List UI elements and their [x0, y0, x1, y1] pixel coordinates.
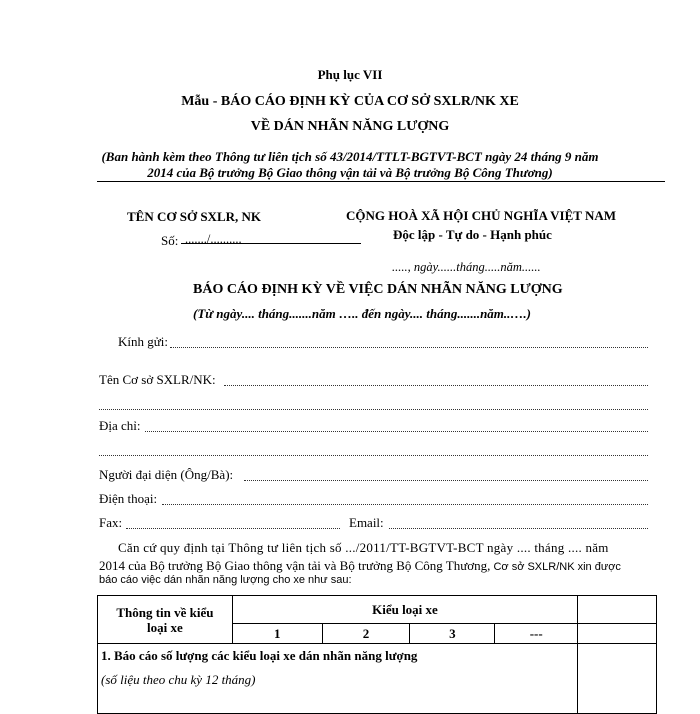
doc-number-label: Số:	[161, 233, 179, 248]
section1-cell	[98, 644, 578, 714]
facility-name-dotted-line	[224, 385, 648, 386]
address-label: Địa chỉ:	[99, 418, 141, 433]
vehicle-type-header: Kiểu loại xe	[232, 596, 577, 624]
national-motto: Độc lập - Tự do - Hạnh phúc	[393, 227, 552, 242]
body-paragraph-line2-sans: Cơ sở SXLR/NK xin được	[490, 561, 621, 573]
fax-dotted-line	[126, 528, 340, 529]
body-paragraph-line2-serif: 2014 của Bộ trưởng Bộ Giao thông vận tải và Bộ trưởng Bộ Công Thương,	[99, 558, 491, 573]
column-header-1: 1	[232, 624, 322, 644]
vehicle-info-header-line1: Thông tin về kiểu	[116, 604, 214, 620]
doc-number-underline	[181, 243, 361, 244]
column-header-more: ---	[495, 624, 578, 644]
email-dotted-line	[389, 528, 648, 529]
issuance-note-line1: (Ban hành kèm theo Thông tư liên tịch số 43/2014/TTLT-BGTVT-BCT ngày 24 tháng 9 năm	[101, 149, 599, 164]
email-label: Email:	[349, 515, 384, 530]
report-period: (Từ ngày.... tháng.......năm ….. đến ngày.... tháng.......năm..….)	[193, 306, 531, 321]
appendix-label: Phụ lục VII	[317, 67, 383, 82]
table-blank-cell-2	[578, 624, 657, 644]
facility-name-label: Tên Cơ sở SXLR/NK:	[99, 372, 216, 387]
section1-note: (số liệu theo chu kỳ 12 tháng)	[101, 672, 256, 687]
doc-number-value: ......./..........	[185, 232, 242, 246]
body-paragraph-line3: báo cáo việc dán nhãn năng lượng cho xe như sau:	[99, 574, 352, 586]
address-dotted-line-2	[99, 455, 648, 456]
address-dotted-line	[145, 431, 648, 432]
representative-label: Người đại diện (Ông/Bà):	[99, 467, 234, 482]
vehicle-type-table	[97, 595, 657, 714]
header-divider	[97, 181, 665, 182]
facility-name-dotted-line-2	[99, 409, 648, 410]
country-name: CỘNG HOÀ XÃ HỘI CHỦ NGHĨA VIỆT NAM	[346, 208, 617, 223]
form-subtitle: VỀ DÁN NHÃN NĂNG LƯỢNG	[250, 119, 450, 134]
body-paragraph-line1: Căn cứ quy định tại Thông tư liên tịch số .../2011/TT-BGTVT-BCT ngày .... tháng .... năm	[118, 540, 609, 555]
representative-dotted-line	[244, 480, 648, 481]
table-blank-cell	[578, 596, 657, 624]
fax-label: Fax:	[99, 515, 123, 530]
phone-dotted-line	[162, 504, 648, 505]
section1-title: 1. Báo cáo số lượng các kiểu loại xe dán nhãn năng lượng	[101, 648, 418, 663]
vehicle-info-header-line2: loại xe	[147, 619, 183, 635]
section1-right-cell	[578, 644, 657, 714]
body-paragraph-line2	[99, 557, 621, 575]
column-header-2: 2	[322, 624, 410, 644]
recipient-dotted-line	[170, 347, 648, 348]
issuance-note-line2: 2014 của Bộ trưởng Bộ Giao thông vận tải và Bộ trưởng Bộ Công Thương)	[147, 165, 553, 180]
form-title: Mẫu - BÁO CÁO ĐỊNH KỲ CỦA CƠ SỞ SXLR/NK XE	[181, 94, 519, 109]
vehicle-info-header	[98, 596, 233, 644]
org-name-label: TÊN CƠ SỞ SXLR, NK	[127, 209, 261, 224]
date-line: ....., ngày......tháng.....năm......	[392, 260, 541, 274]
column-header-3: 3	[410, 624, 495, 644]
report-title: BÁO CÁO ĐỊNH KỲ VỀ VIỆC DÁN NHÃN NĂNG LƯỢNG	[193, 282, 563, 297]
recipient-label: Kính gửi:	[118, 334, 169, 349]
phone-label: Điện thoại:	[99, 491, 158, 506]
